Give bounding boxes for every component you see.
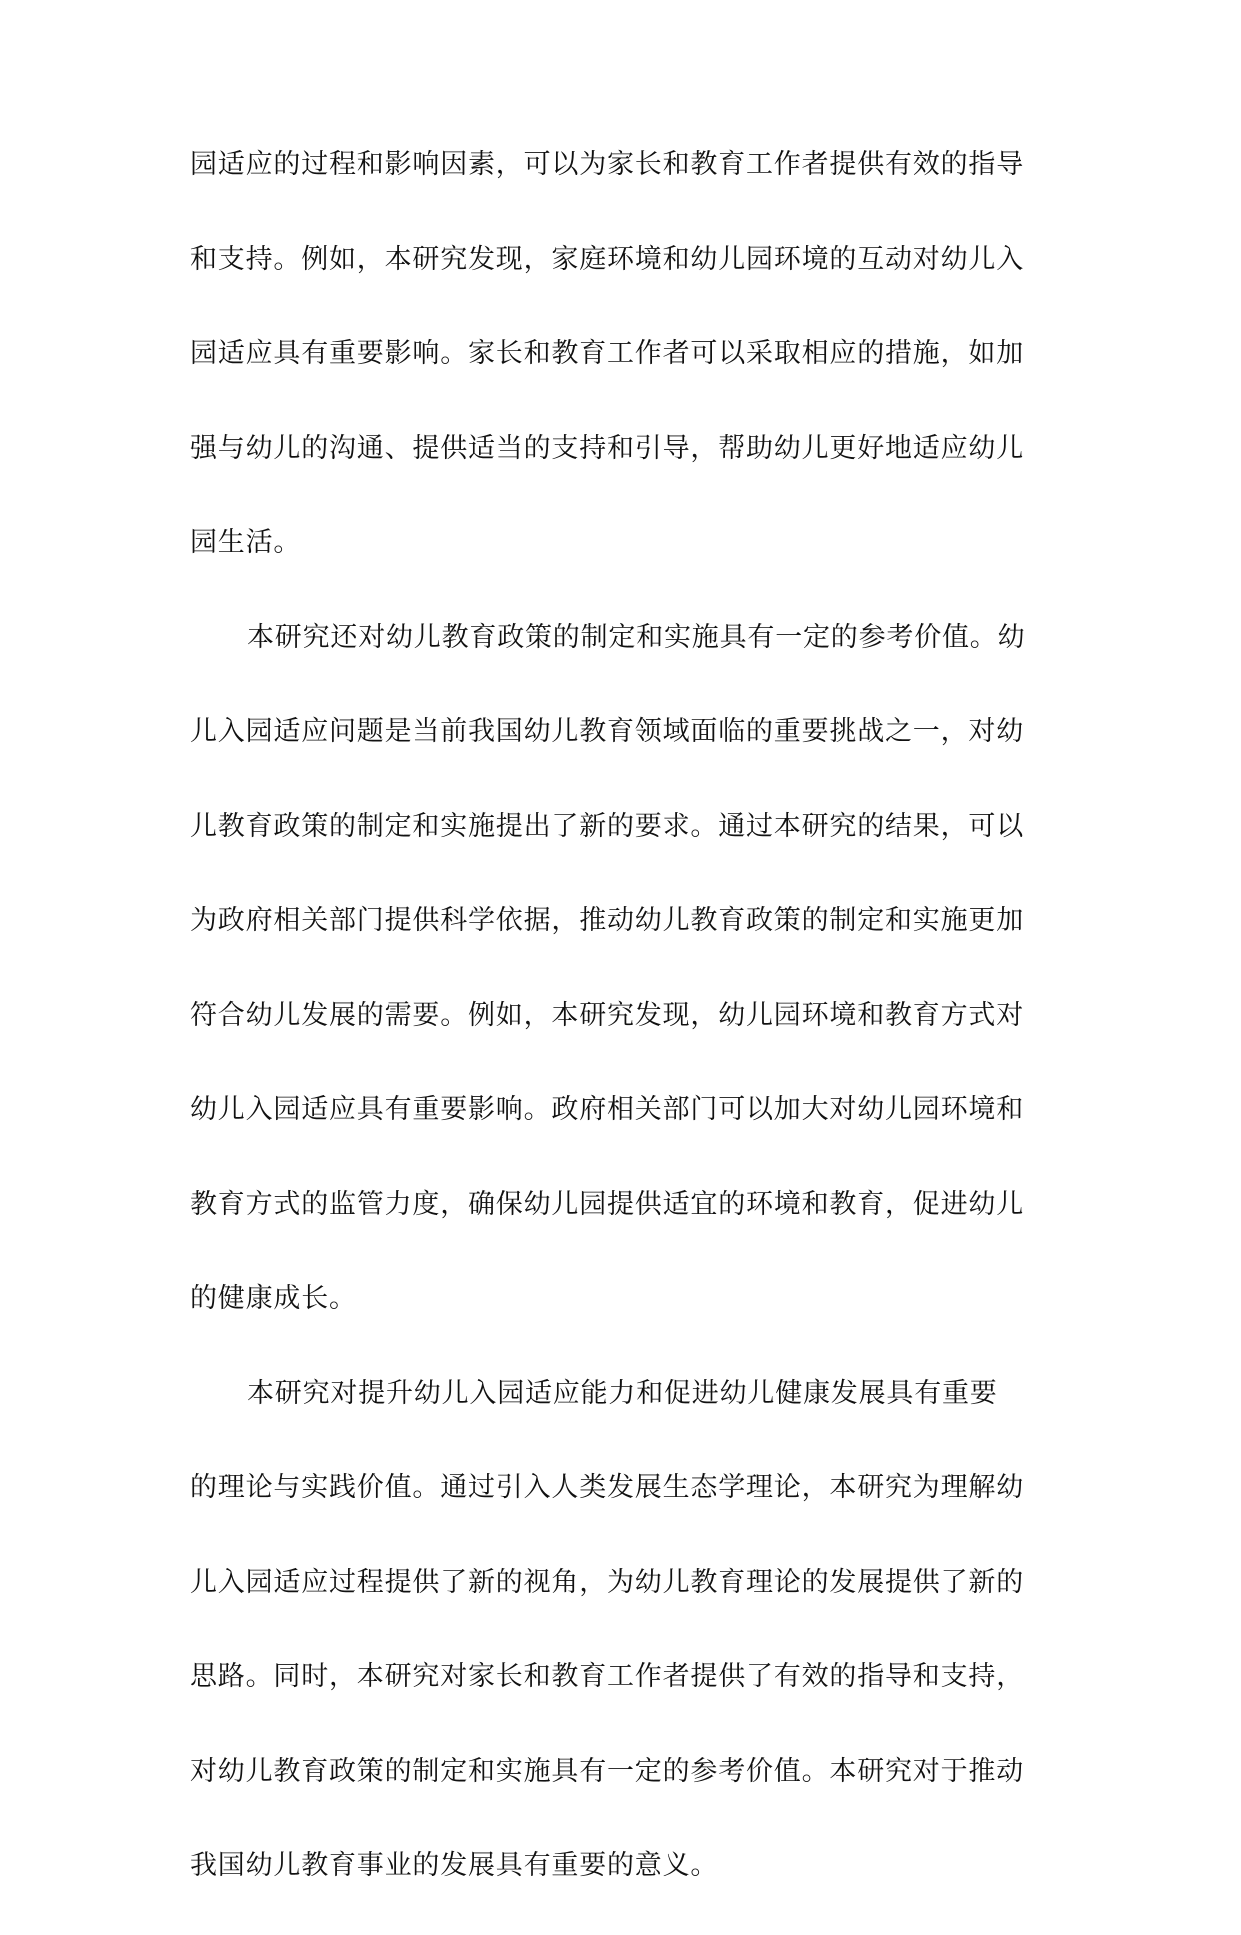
paragraph-3-line-3: 儿入园适应过程提供了新的视角，为幼儿教育理论的发展提供了新的 bbox=[190, 1566, 1024, 1598]
paragraph-3-line-5: 对幼儿教育政策的制定和实施具有一定的参考价值。本研究对于推动 bbox=[190, 1755, 1024, 1787]
paragraph-1-line-3: 园适应具有重要影响。家长和教育工作者可以采取相应的措施，如加 bbox=[190, 338, 1024, 369]
paragraph-2-line-5: 符合幼儿发展的需要。例如，本研究发现，幼儿园环境和教育方式对 bbox=[190, 999, 1024, 1031]
paragraph-2-line-7: 教育方式的监管力度，确保幼儿园提供适宜的环境和教育，促进幼儿 bbox=[190, 1188, 1024, 1220]
paragraph-2-line-3: 儿教育政策的制定和实施提出了新的要求。通过本研究的结果，可以 bbox=[190, 810, 1024, 842]
paragraph-1-line-5: 园生活。 bbox=[190, 527, 302, 558]
paragraph-2-line-2: 儿入园适应问题是当前我国幼儿教育领域面临的重要挑战之一，对幼 bbox=[190, 716, 1024, 747]
body-text bbox=[190, 139, 1050, 1935]
paragraph-2-line-6: 幼儿入园适应具有重要影响。政府相关部门可以加大对幼儿园环境和 bbox=[190, 1094, 1024, 1125]
paragraph-1-line-4: 强与幼儿的沟通、提供适当的支持和引导，帮助幼儿更好地适应幼儿 bbox=[190, 432, 1024, 464]
paragraph-2-line-1: 本研究还对幼儿教育政策的制定和实施具有一定的参考价值。幼 bbox=[247, 621, 1026, 653]
paragraph-1-line-1: 园适应的过程和影响因素，可以为家长和教育工作者提供有效的指导 bbox=[190, 149, 1024, 180]
paragraph-2-line-8: 的健康成长。 bbox=[190, 1283, 357, 1314]
paragraph-3-line-1: 本研究对提升幼儿入园适应能力和促进幼儿健康发展具有重要 bbox=[247, 1377, 998, 1409]
paragraph-3-line-2: 的理论与实践价值。通过引入人类发展生态学理论，本研究为理解幼 bbox=[190, 1472, 1024, 1503]
paragraph-2-line-4: 为政府相关部门提供科学依据，推动幼儿教育政策的制定和实施更加 bbox=[190, 905, 1024, 936]
paragraph-3-line-4: 思路。同时，本研究对家长和教育工作者提供了有效的指导和支持， bbox=[190, 1661, 1024, 1692]
paragraph-3-line-6: 我国幼儿教育事业的发展具有重要的意义。 bbox=[190, 1850, 719, 1881]
paragraph-1-line-2: 和支持。例如，本研究发现，家庭环境和幼儿园环境的互动对幼儿入 bbox=[190, 243, 1024, 275]
